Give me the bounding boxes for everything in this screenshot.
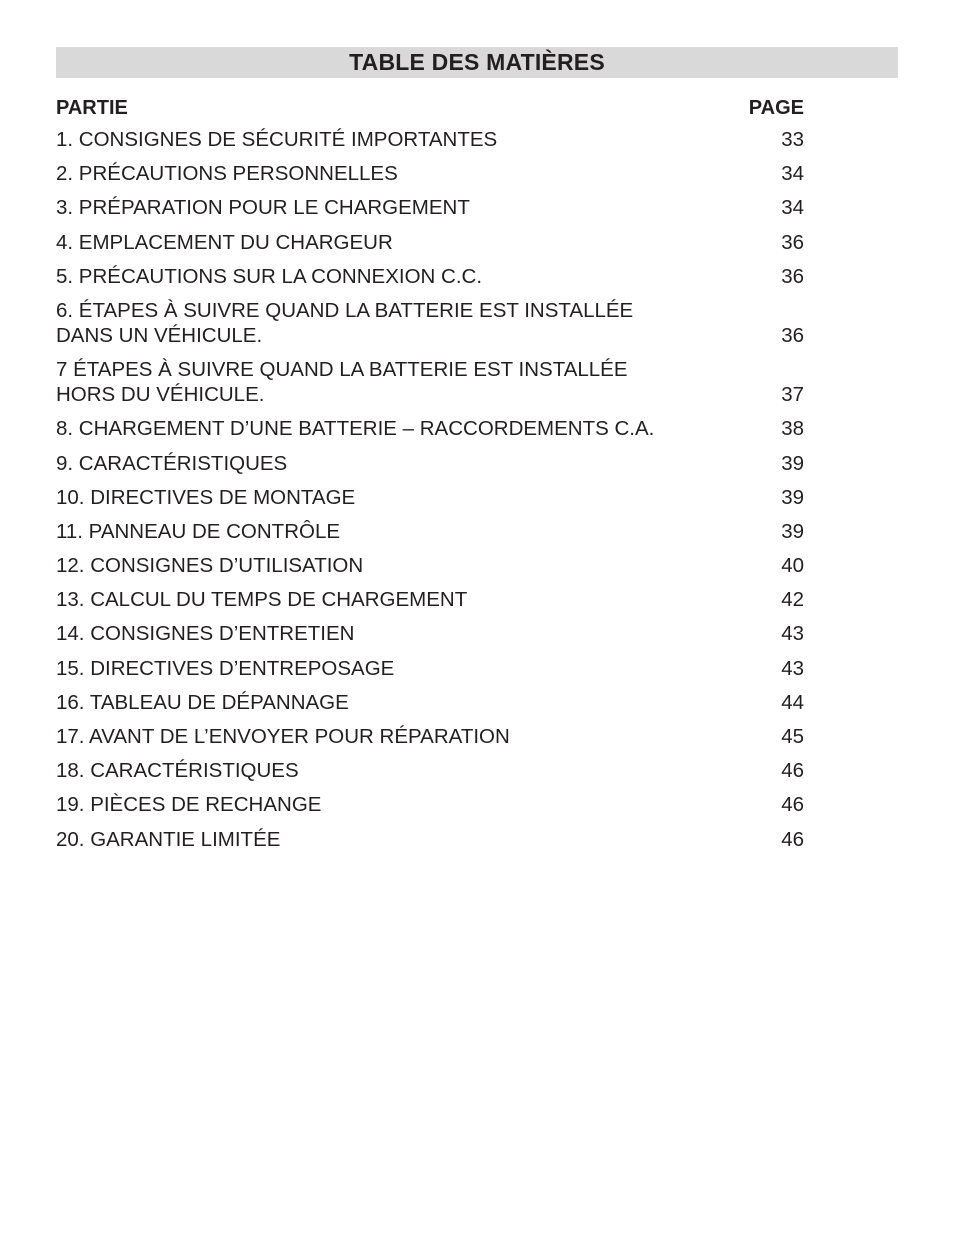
toc-entry-page: 38: [781, 417, 804, 441]
toc-header-row: [56, 92, 804, 120]
page-column-header: PAGE: [748, 97, 804, 119]
toc-entry: [56, 690, 804, 715]
toc-entry-page: 39: [781, 451, 804, 475]
toc-entry-page: 42: [781, 588, 804, 612]
toc-entry-label: 1. CONSIGNES DE SÉCURITÉ IMPORTANTES: [56, 128, 498, 151]
toc-entry-page: 36: [781, 264, 804, 288]
toc-entry-label: 19. PIÈCES DE RECHANGE: [56, 793, 322, 817]
toc-entry-page: 44: [781, 690, 804, 714]
toc-entry-label: 5. PRÉCAUTIONS SUR LA CONNEXION C.C.: [56, 264, 483, 288]
toc-entry-label: 14. CONSIGNES D’ENTRETIEN: [56, 622, 355, 646]
toc-entry: [56, 230, 804, 255]
page-title: TABLE DES MATIÈRES: [349, 49, 605, 75]
toc-entry-page: 37: [781, 383, 804, 407]
title-bar: [56, 47, 898, 78]
toc-entries: [56, 127, 804, 852]
toc-entry: [56, 827, 804, 852]
toc-entry: [56, 656, 804, 681]
toc-entry-page: 43: [781, 622, 804, 646]
toc-entry-label: 9. CARACTÉRISTIQUES: [56, 451, 288, 475]
toc-entry: [56, 161, 804, 186]
toc-entry: [56, 792, 804, 817]
toc-entry-label: 2. PRÉCAUTIONS PERSONNELLES: [56, 162, 398, 186]
toc-entry: [56, 416, 804, 441]
toc-entry-page: 34: [781, 162, 804, 186]
toc-entry-label: 7 ÉTAPES À SUIVRE QUAND LA BATTERIE EST INSTALLÉE HORS DU VÉHICULE.: [56, 358, 628, 407]
toc-entry: [56, 621, 804, 646]
part-column-header: PARTIE: [56, 97, 128, 119]
toc-entry-label: 4. EMPLACEMENT DU CHARGEUR: [56, 230, 393, 254]
toc-entry-label: 10. DIRECTIVES DE MONTAGE: [56, 485, 356, 509]
toc-entry-page: 46: [781, 827, 804, 851]
toc-entry: [56, 127, 804, 152]
toc-entry: [56, 264, 804, 289]
toc-entry: [56, 553, 804, 578]
toc-entry: [56, 451, 804, 476]
toc-entry-page: 39: [781, 485, 804, 509]
toc-entry-page: 45: [781, 725, 804, 748]
toc-entry: [56, 587, 804, 612]
toc-entry: [56, 519, 804, 544]
toc-entry-label: 20. GARANTIE LIMITÉE: [56, 827, 281, 851]
toc-entry-page: 34: [781, 196, 804, 220]
toc-entry-page: 40: [781, 554, 804, 578]
toc-entry-label: 15. DIRECTIVES D’ENTREPOSAGE: [56, 656, 395, 680]
toc-entry-page: 46: [781, 793, 804, 817]
toc-entry-label: 18. CARACTÉRISTIQUES: [56, 759, 299, 783]
toc-entry-label: 13. CALCUL DU TEMPS DE CHARGEMENT: [56, 588, 468, 612]
toc-entry: [56, 357, 804, 407]
toc-entry: [56, 298, 804, 348]
toc-entry-page: 39: [781, 519, 804, 543]
toc-entry-label: 12. CONSIGNES D’UTILISATION: [56, 554, 364, 578]
toc-entry-label: 16. TABLEAU DE DÉPANNAGE: [56, 690, 349, 714]
toc-entry-page: 46: [781, 759, 804, 783]
toc-entry: [56, 485, 804, 510]
toc-entry-page: 33: [781, 128, 804, 151]
toc-entry-page: 36: [781, 230, 804, 254]
toc-entry-label: 11. PANNEAU DE CONTRÔLE: [56, 519, 341, 543]
toc-entry-label: 17. AVANT DE L’ENVOYER POUR RÉPARATION: [56, 725, 510, 748]
toc-entry-page: 43: [781, 656, 804, 680]
toc-entry-label: 6. ÉTAPES À SUIVRE QUAND LA BATTERIE EST INSTALLÉE DANS UN VÉHICULE.: [56, 298, 634, 347]
toc-entry-page: 36: [781, 323, 804, 347]
table-of-contents: [56, 92, 804, 861]
toc-entry: [56, 724, 804, 749]
toc-entry-label: 8. CHARGEMENT D’UNE BATTERIE – RACCORDEMENTS C.A.: [56, 417, 655, 441]
toc-entry-label: 3. PRÉPARATION POUR LE CHARGEMENT: [56, 196, 470, 220]
toc-entry: [56, 195, 804, 220]
toc-entry: [56, 758, 804, 783]
